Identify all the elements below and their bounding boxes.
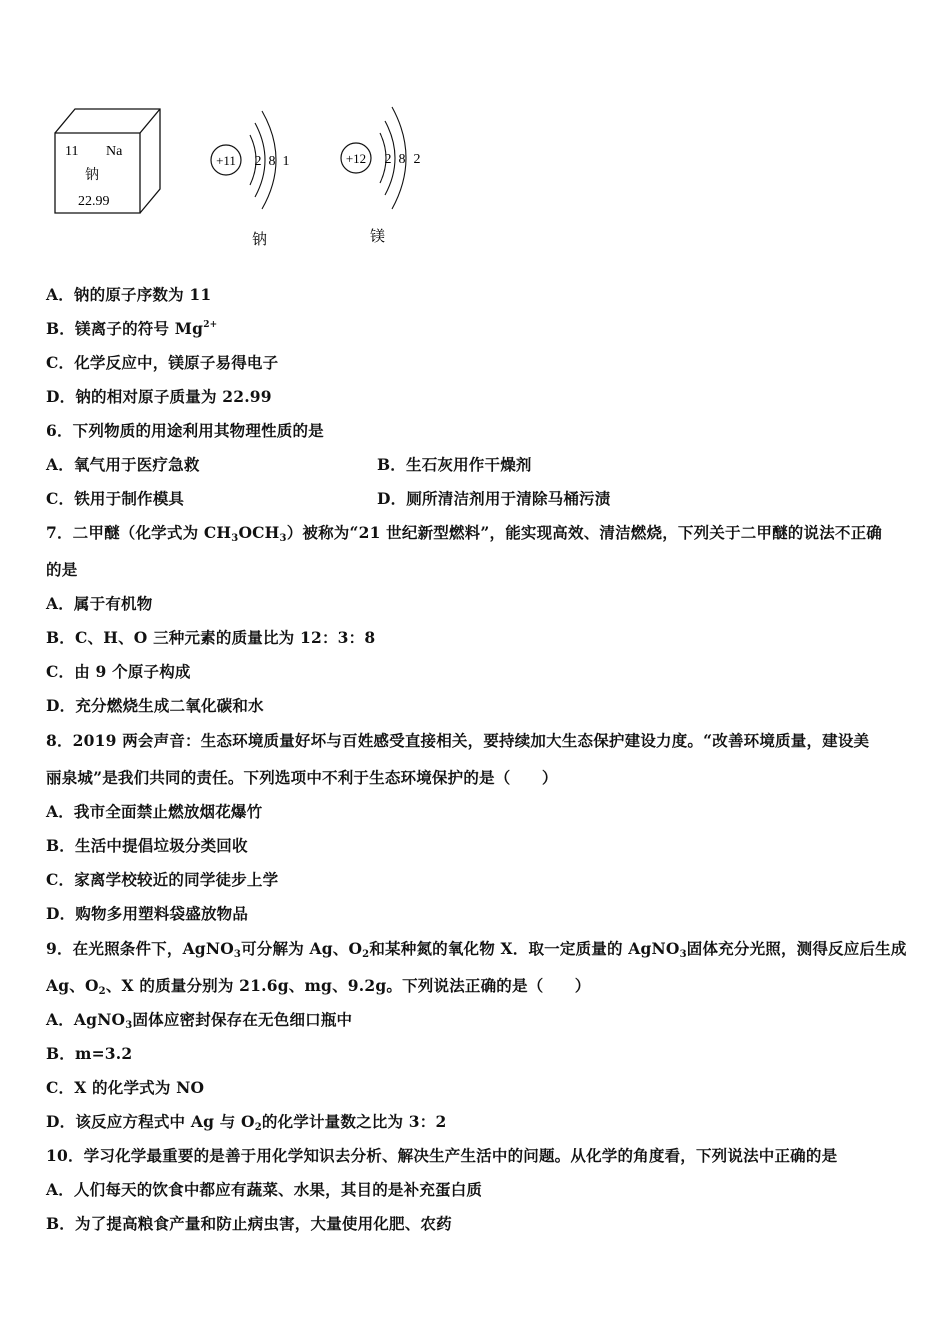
magnesium-nucleus-charge: +12 [345,151,367,166]
sodium-shell-3: 1 [282,154,290,169]
q7-option-c: C．由 9 个原子构成 [46,662,191,681]
q8-option-a: A．我市全面禁止燃放烟花爆竹 [46,802,263,821]
q5-option-b: B．镁离子的符号 $Mg^{2+}$ [46,319,218,338]
q6-option-b: B．生石灰用作干燥剂 [377,455,532,474]
tile-name: 钠 [85,167,99,183]
q9-option-d: D．该反应方程式中 Ag 与 $O_2$的化学计量数之比为 3：2 [46,1112,447,1133]
q7-stem-cont: 的是 [46,560,78,579]
q9-option-b: B．m=3.2 [46,1044,133,1063]
q6-stem: 6．下列物质的用途利用其物理性质的是 [46,421,324,440]
q7-stem: 7．二甲醚（化学式为 $CH_3OCH_3$）被称为“21 世纪新型燃料”，能实现高效、清洁燃烧，下列关于二甲醚的说法不正确 [46,523,883,544]
q8-option-d: D．购物多用塑料袋盛放物品 [46,904,249,923]
q6-option-d: D．厕所清洁剂用于清除马桶污渍 [377,489,611,508]
magnesium-shell-2: 8 [398,152,406,167]
magnesium-shell-3: 2 [413,152,421,167]
q8-stem-cont: 丽泉城”是我们共同的责任。下列选项中不利于生态环境保护的是（ ） [46,768,558,787]
q5-option-a: A．钠的原子序数为 11 [46,285,212,304]
magnesium-shell-1: 2 [384,152,392,167]
sodium-nucleus-charge: +11 [216,153,236,168]
tile-atomic-number: 11 [65,144,79,159]
q7-option-d: D．充分燃烧生成二氧化碳和水 [46,696,264,715]
q8-stem: 8．2019 两会声音：生态环境质量好坏与百姓感受直接相关，要持续加大生态保护建设力度。“改善环境质量，建设美 [46,731,870,750]
q9-option-c: C．X 的化学式为 NO [46,1078,205,1097]
q6-option-c: C．铁用于制作模具 [46,489,185,508]
magnesium-caption: 镁 [370,227,386,245]
magnesium-atom-diagram [341,107,421,245]
q10-option-a: A．人们每天的饮食中都应有蔬菜、水果，其目的是补充蛋白质 [46,1180,483,1199]
q5-option-c: C．化学反应中，镁原子易得电子 [46,353,279,372]
sodium-atom-diagram [211,111,290,248]
q5-option-d: D．钠的相对原子质量为 22.99 [46,387,272,406]
q10-option-b: B．为了提高粮食产量和防止病虫害，大量使用化肥、农药 [46,1214,452,1233]
tile-mass: 22.99 [78,194,110,209]
sodium-shell-1: 2 [254,154,262,169]
q8-option-b: B．生活中提倡垃圾分类回收 [46,836,248,855]
q10-stem: 10．学习化学最重要的是善于用化学知识去分析、解决生产生活中的问题。从化学的角度看，下列说法中正确的是 [46,1146,838,1165]
q7-option-a: A．属于有机物 [46,594,153,613]
q6-option-a: A．氧气用于医疗急救 [46,455,200,474]
q9-stem-cont: Ag、$O_2$、X 的质量分别为 21.6g、mg、9.2g。下列说法正确的是（ ） [46,976,591,997]
q9-stem: 9．在光照条件下，AgNO$_3$可分解为 Ag、$O_2$和某种氮的氧化物 X．取一定质量的 AgNO$_3$固体充分光照，测得反应后生成 [46,939,907,960]
sodium-caption: 钠 [252,230,268,248]
q8-option-c: C．家离学校较近的同学徒步上学 [46,870,279,889]
q9-option-a: A．AgNO$_3$固体应密封保存在无色细口瓶中 [46,1010,353,1031]
sodium-shell-2: 8 [268,154,276,169]
atomic-structure-figure [40,95,460,255]
tile-symbol: Na [106,144,123,159]
q7-option-b: B．C、H、O 三种元素的质量比为 12：3：8 [46,628,376,647]
